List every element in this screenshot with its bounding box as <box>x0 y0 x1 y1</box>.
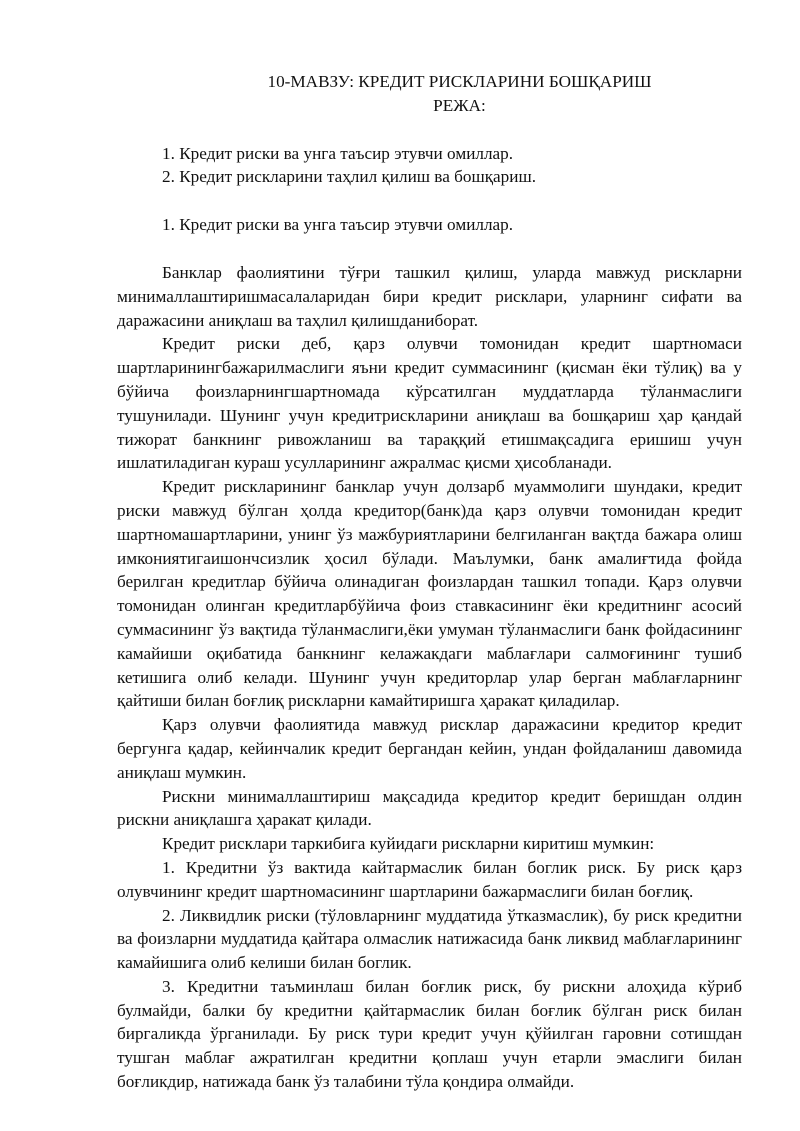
plan-item: 1. Кредит риски ва унга таъсир этувчи омиллар. <box>162 143 514 163</box>
paragraph: Кредит рисклари таркибига куйидаги рискларни киритиш мумкин: <box>162 834 655 854</box>
paragraph: 3. Кредитни таъминлаш билан боғлик риск, бу рискни алоҳида кўриб булмайди, балки бу кредитни қайтармаслик билан боғлик бўлган риск билан биргаликда ўрганилади. Бу риск тури кредит учун қўйилган гаровни сотишдан тушган маблағ ажратилган кредитни қоплаш учун етарли эмаслиги билан боғликдир, натижада банк ўз талабини тўла қондира олмайди. <box>117 976 742 1092</box>
paragraph: Кредит риски деб, қарз олувчи томонидан кредит шартномаси шартларинингбажарилмаслиги яъни кредит суммасининг (қисман ёки тўлиқ) ва у бўйича фоизларнингшартномада кўрсатилган муддатларда тўланмаслиги тушунилади. Шунинг учун кредитрискларини аниқлаш ва бошқариш ҳар қандай тижорат банкнинг ривожланиш ва тараққий етишмақсадига еришиш учун ишлатиладиган кураш усулларининг ажралмас қисми ҳисобланади. <box>117 334 742 473</box>
plan-list <box>117 142 742 190</box>
document-title: 10-МАВЗУ: КРЕДИТ РИСКЛАРИНИ БОШҚАРИШ <box>267 72 652 91</box>
plan-heading: РЕЖА: <box>433 95 486 115</box>
paragraph: Қарз олувчи фаолиятида мавжуд рисклар даражасини кредитор кредит бергунга қадар, кейинчалик кредит бергандан кейин, ундан фойдаланиш давомида аниқлаш мумкин. <box>117 715 742 782</box>
paragraph: Рискни минималлаштириш мақсадида кредитор кредит беришдан олдин рискни аниқлашга ҳаракат қилади. <box>117 786 742 830</box>
paragraph: 1. Кредитни ўз вактида кайтармаслик билан боглик риск. Бу риск қарз олувчининг кредит шартномасининг шартларини бажармаслиги билан боғлиқ. <box>117 857 742 901</box>
section-heading: 1. Кредит риски ва унга таъсир этувчи омиллар. <box>162 215 514 235</box>
paragraph: Банклар фаолиятини тўғри ташкил қилиш, уларда мавжуд рискларни минималлаштиришмасалаларидан бири кредит рисклари, уларнинг сифати ва даражасини аниқлаш ва таҳлил қилишданиборат. <box>117 262 742 330</box>
plan-item: 2. Кредит рискларини таҳлил қилиш ва бошқариш. <box>162 167 536 187</box>
paragraph: 2. Ликвидлик риски (тўловларнинг муддатида ўтказмаслик), бу риск кредитни ва фоизларни муддатида қайтара олмаслик натижасида банк ликвид маблағларининг камайишига олиб келиши билан боглик. <box>117 905 742 973</box>
paragraph: Кредит рискларининг банклар учун долзарб муаммолиги шундаки, кредит риски мавжуд бўлган ҳолда кредитор(банк)да қарз олувчи томонидан кредит шартномашартларини, унинг ўз мажбуриятларини белгиланган вақтда бажара олиш имкониятигаишончсизлик ҳосил бўлади. Маълумки, банк амалиғтида фойда берилган кредитлар бўйича олинадиган фоизлардан ташкил топади. Қарз олувчи томонидан олинган кредитларбўйича фоиз ставкасининг ёки кредитнинг асосий суммасининг ўз вақтида тўланмаслиги,ёки умуман тўланмаслиги банк фойдасининг камайиши оқибатида банкнинг келажакдаги маблағлари салмоғининг тушиб кетишига олиб келади. Шунинг учун кредиторлар улар берган маблағларнинг қайтиши билан боғлиқ рискларни камайтиришга ҳаракат қиладилар. <box>117 477 742 711</box>
